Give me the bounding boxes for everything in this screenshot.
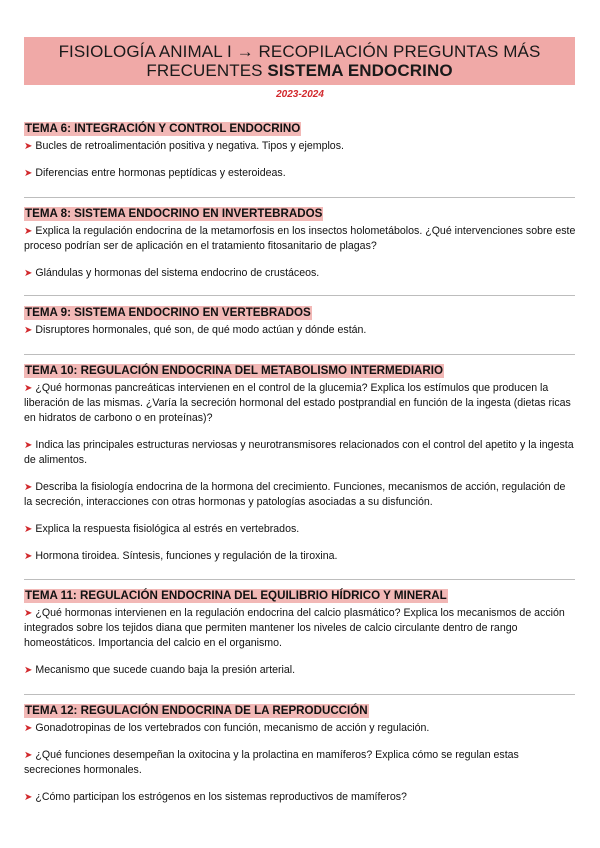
question-item xyxy=(24,224,576,254)
topic-heading: TEMA 11: REGULACIÓN ENDOCRINA DEL EQUILIBRIO HÍDRICO Y MINERAL xyxy=(25,589,447,602)
section-tema-9 xyxy=(24,303,576,338)
arrow-bullet-icon: ➤ xyxy=(24,141,33,152)
question-item xyxy=(24,790,576,805)
section-tema-11 xyxy=(24,586,576,678)
section-divider xyxy=(24,354,575,355)
question-text: ¿Cómo participan los estrógenos en los sistemas reproductivos de mamíferos? xyxy=(35,791,407,803)
document-title xyxy=(24,37,575,85)
question-text: Explica la respuesta fisiológica al estrés en vertebrados. xyxy=(35,523,300,535)
title-line-2-bold: SISTEMA ENDOCRINO xyxy=(267,61,453,80)
title-line-1: FISIOLOGÍA ANIMAL I → RECOPILACIÓN PREGUNTAS MÁS xyxy=(58,42,541,61)
arrow-bullet-icon: ➤ xyxy=(24,226,33,237)
question-text: Explica la regulación endocrina de la metamorfosis en los insectos holometábolos. ¿Qué intervenciones sobre este proceso podrían ser de aplicación en el tratamiento fitosanitario de plagas? xyxy=(24,225,576,252)
question-item xyxy=(24,166,576,181)
question-text: ¿Qué funciones desempeñan la oxitocina y la prolactina en mamíferos? Explica cómo se regulan estas secreciones hormonales. xyxy=(24,749,519,776)
arrow-bullet-icon: ➤ xyxy=(24,440,33,451)
arrow-bullet-icon: ➤ xyxy=(24,168,33,179)
arrow-bullet-icon: ➤ xyxy=(24,482,33,493)
arrow-bullet-icon: ➤ xyxy=(24,325,33,336)
question-text: Indica las principales estructuras nerviosas y neurotransmisores relacionados con el control del apetito y la ingesta de alimentos. xyxy=(24,439,574,466)
question-text: Mecanismo que sucede cuando baja la presión arterial. xyxy=(35,664,296,676)
question-text: Hormona tiroidea. Síntesis, funciones y regulación de la tiroxina. xyxy=(35,550,338,562)
question-text: Disruptores hormonales, qué son, de qué modo actúan y dónde están. xyxy=(35,324,367,336)
section-divider xyxy=(24,579,575,580)
section-tema-10 xyxy=(24,361,576,564)
question-item xyxy=(24,663,576,678)
section-tema-8 xyxy=(24,204,576,281)
academic-year: 2023-2024 xyxy=(276,89,324,100)
topic-heading: TEMA 8: SISTEMA ENDOCRINO EN INVERTEBRADOS xyxy=(25,207,323,220)
topic-heading: TEMA 12: REGULACIÓN ENDOCRINA DE LA REPRODUCCIÓN xyxy=(25,704,368,717)
question-item xyxy=(24,748,576,778)
arrow-bullet-icon: ➤ xyxy=(24,383,33,394)
question-item xyxy=(24,266,576,281)
question-item xyxy=(24,480,576,510)
arrow-bullet-icon: ➤ xyxy=(24,268,33,279)
question-item xyxy=(24,139,576,154)
question-text: ¿Qué hormonas pancreáticas intervienen en el control de la glucemia? Explica los estímulos que producen la liberación de las mismas. ¿Varía la secreción hormonal del estado postprandial en función de la ingesta (dietas ricas en hidratos de carbono o en proteínas)? xyxy=(24,382,571,424)
question-text: Describa la fisiología endocrina de la hormona del crecimiento. Funciones, mecanismos de acción, regulación de la secreción, interacciones con otras hormonas y patologías asociadas a su disfunción. xyxy=(24,481,566,508)
question-item xyxy=(24,721,576,736)
section-divider xyxy=(24,197,575,198)
arrow-bullet-icon: ➤ xyxy=(24,551,33,562)
title-line-2 xyxy=(24,61,575,80)
arrow-bullet-icon: ➤ xyxy=(24,524,33,535)
question-text: Glándulas y hormonas del sistema endocrino de crustáceos. xyxy=(35,267,320,279)
question-item xyxy=(24,522,576,537)
arrow-bullet-icon: ➤ xyxy=(24,608,33,619)
question-text: Diferencias entre hormonas peptídicas y esteroideas. xyxy=(35,167,286,179)
arrow-bullet-icon: ➤ xyxy=(24,792,33,803)
section-divider xyxy=(24,295,575,296)
question-text: Gonadotropinas de los vertebrados con función, mecanismo de acción y regulación. xyxy=(35,722,430,734)
arrow-bullet-icon: ➤ xyxy=(24,750,33,761)
question-text: ¿Qué hormonas intervienen en la regulación endocrina del calcio plasmático? Explica los mecanismos de acción integrados sobre los tejidos diana que permiten mantener los niveles de calcio circulante dentro de rango homeostáticos. Importancia del calcio en el organismo. xyxy=(24,607,565,649)
question-item xyxy=(24,438,576,468)
question-text: Bucles de retroalimentación positiva y negativa. Tipos y ejemplos. xyxy=(35,140,344,152)
section-tema-12 xyxy=(24,701,576,805)
topic-heading: TEMA 10: REGULACIÓN ENDOCRINA DEL METABOLISMO INTERMEDIARIO xyxy=(25,364,444,377)
section-tema-6 xyxy=(24,119,576,181)
arrow-bullet-icon: ➤ xyxy=(24,665,33,676)
question-item xyxy=(24,381,576,426)
section-divider xyxy=(24,694,575,695)
question-item xyxy=(24,323,576,338)
question-item xyxy=(24,549,576,564)
topic-heading: TEMA 6: INTEGRACIÓN Y CONTROL ENDOCRINO xyxy=(25,122,301,135)
title-line-2-normal: FRECUENTES xyxy=(146,61,268,80)
topic-heading: TEMA 9: SISTEMA ENDOCRINO EN VERTEBRADOS xyxy=(25,306,311,319)
arrow-bullet-icon: ➤ xyxy=(24,723,33,734)
question-item xyxy=(24,606,576,651)
